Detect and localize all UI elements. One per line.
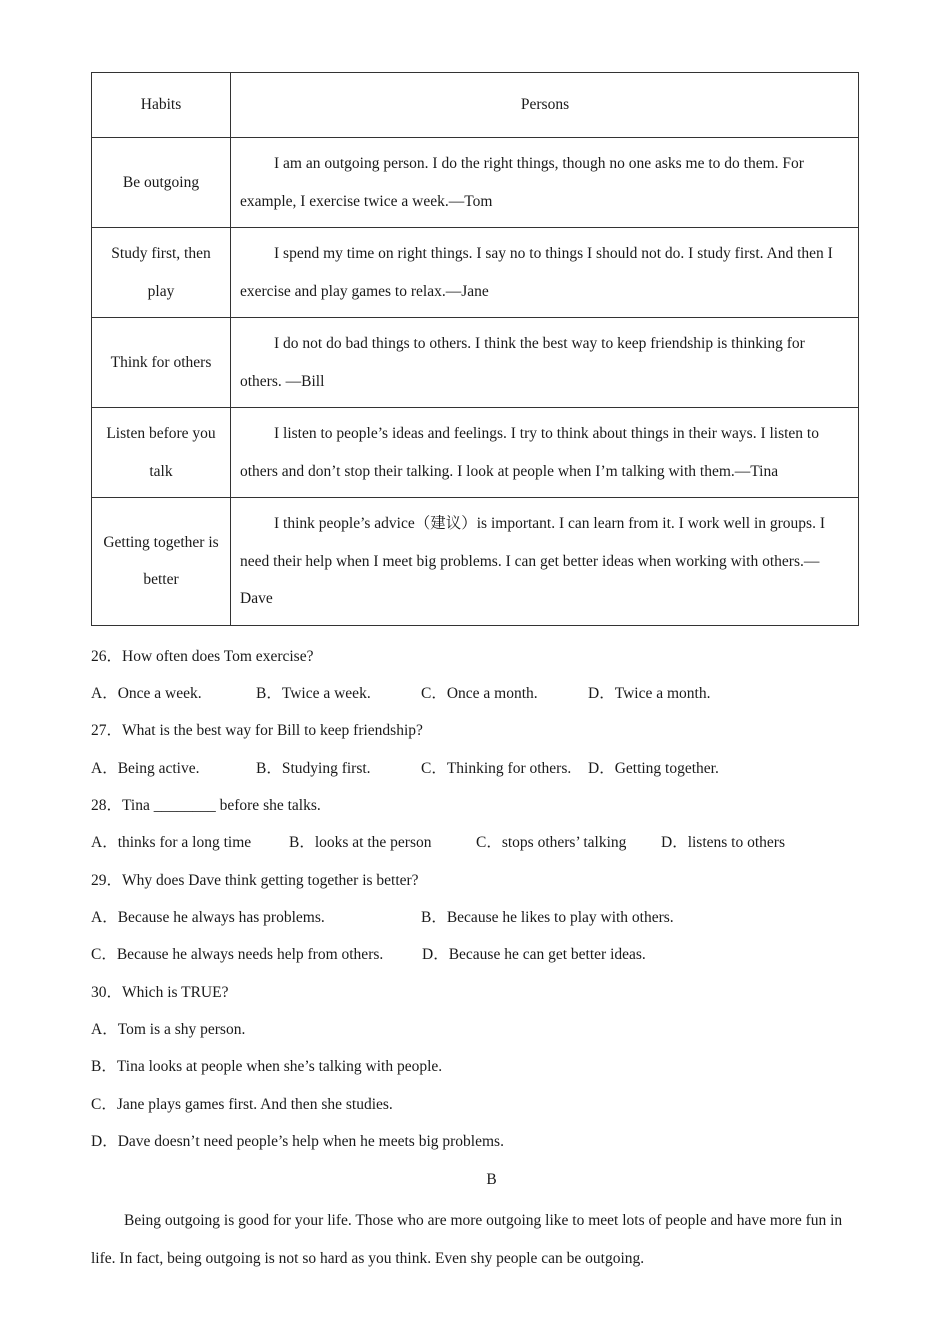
person-text: I listen to people’s ideas and feelings. I try to think about things in their ways. I listen to others and don’t stop their talking. I look at people when I’m talking with them.—Tina [240,425,819,480]
option-d: D．Twice a month. [588,685,711,702]
option-b: B．looks at the person [289,834,432,851]
option-a: A．Being active. [91,760,200,777]
option-c: C．Once a month. [421,685,538,702]
option-d: D．listens to others [661,834,785,851]
habit-cell: Be outgoing [92,138,231,228]
person-text: I think people’s advice（建议）is important. I can learn from it. I work well in groups. I need their help when I meet big problems. I can get better ideas when working with others.—Dave [240,515,825,607]
person-text: I am an outgoing person. I do the right things, though no one asks me to do them. For example, I exercise twice a week.—Tom [240,155,804,210]
habits-table [91,72,859,626]
option-a: A．Once a week. [91,685,202,702]
person-cell [231,228,859,318]
question-stem: 27．What is the best way for Bill to keep friendship? [91,722,423,739]
habit-cell: Getting together is better [92,498,231,626]
table-row [92,228,859,318]
table-row [92,318,859,408]
option-c: C．Because he always needs help from others. [91,946,384,963]
option-a: A．Tom is a shy person. [91,1021,246,1038]
section-label: B [486,1171,497,1188]
habit-cell: Listen before you talk [92,408,231,498]
question-stem: 26．How often does Tom exercise? [91,648,314,665]
person-text: I do not do bad things to others. I think the best way to keep friendship is thinking for others. —Bill [240,335,805,390]
header-persons: Persons [231,73,859,138]
table-row [92,498,859,626]
option-c: C．stops others’ talking [476,834,627,851]
option-b: B．Twice a week. [256,685,371,702]
section-paragraph: Being outgoing is good for your life. Those who are more outgoing like to meet lots of people and have more fun in life. In fact, being outgoing is not so hard as you think. Even shy people can be outgoing. [91,1212,843,1267]
option-a: A．thinks for a long time [91,834,252,851]
option-d: D．Dave doesn’t need people’s help when he meets big problems. [91,1133,504,1150]
question-stem: 28．Tina ________ before she talks. [91,797,321,814]
person-text: I spend my time on right things. I say no to things I should not do. I study first. And then I exercise and play games to relax.—Jane [240,245,833,300]
option-b: B．Studying first. [256,760,371,777]
option-d: D．Because he can get better ideas. [422,946,646,963]
option-c: C．Thinking for others. [421,760,572,777]
table-header-row [92,73,859,138]
table-row [92,138,859,228]
question-stem: 29．Why does Dave think getting together is better? [91,872,419,889]
header-habits: Habits [92,73,231,138]
option-c: C．Jane plays games first. And then she studies. [91,1096,393,1113]
habit-cell: Think for others [92,318,231,408]
option-b: B．Tina looks at people when she’s talking with people. [91,1058,443,1075]
person-cell [231,408,859,498]
person-cell [231,138,859,228]
table-row [92,408,859,498]
habit-cell: Study first, then play [92,228,231,318]
option-d: D．Getting together. [588,760,719,777]
person-cell [231,318,859,408]
person-cell [231,498,859,626]
option-a: A．Because he always has problems. [91,909,325,926]
option-b: B．Because he likes to play with others. [421,909,674,926]
question-stem: 30．Which is TRUE? [91,984,229,1001]
